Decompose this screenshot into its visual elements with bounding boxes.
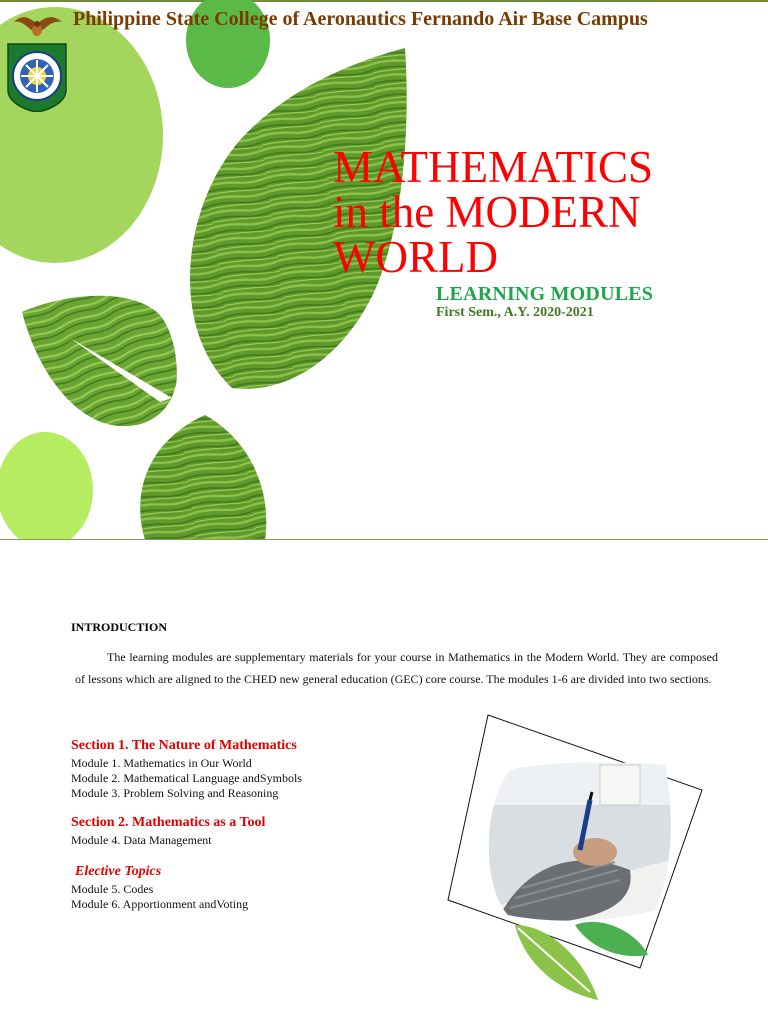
eagle-icon <box>14 17 62 36</box>
section-title: Section 1. The Nature of Mathematics <box>71 738 297 753</box>
writing-photo <box>440 710 720 1010</box>
section-title: Elective Topics <box>75 864 162 879</box>
section-2 <box>71 815 451 848</box>
semester-label: First Sem., A.Y. 2020-2021 <box>436 305 594 320</box>
section-1 <box>71 738 451 801</box>
title-line: WORLD <box>333 232 498 282</box>
section-title: Section 2. Mathematics as a Tool <box>71 815 266 830</box>
introduction-paragraph <box>75 646 718 690</box>
title-line: MATHEMATICS <box>333 142 654 192</box>
module-item: Module 6. Apportionment andVoting <box>71 897 249 911</box>
lime-circle <box>0 432 93 540</box>
module-item: Module 5. Codes <box>71 882 154 896</box>
module-item: Module 1. Mathematics in Our World <box>71 756 252 770</box>
title-line: in the MODERN <box>333 187 641 237</box>
college-name: Philippine State College of Aeronautics Fernando Air Base Campus <box>73 8 648 30</box>
introduction-text: The learning modules are supplementary materials for your course in Mathematics in the Modern World. They are composed of lessons which are aligned to the CHED new general education (GEC) core course. The modules 1-6 are divided into two sections. <box>75 650 718 686</box>
bottom-leaf <box>140 415 266 540</box>
module-item: Module 3. Problem Solving and Reasoning <box>71 786 279 800</box>
cover-divider <box>0 539 768 540</box>
small-leaf-left <box>22 296 177 426</box>
module-item: Module 4. Data Management <box>71 833 212 847</box>
module-item: Module 2. Mathematical Language andSymbols <box>71 771 302 785</box>
page-title <box>333 142 753 282</box>
introduction-heading: INTRODUCTION <box>71 620 168 634</box>
subtitle: LEARNING MODULES <box>436 283 654 305</box>
elective-section <box>71 864 451 912</box>
college-logo <box>6 6 68 112</box>
